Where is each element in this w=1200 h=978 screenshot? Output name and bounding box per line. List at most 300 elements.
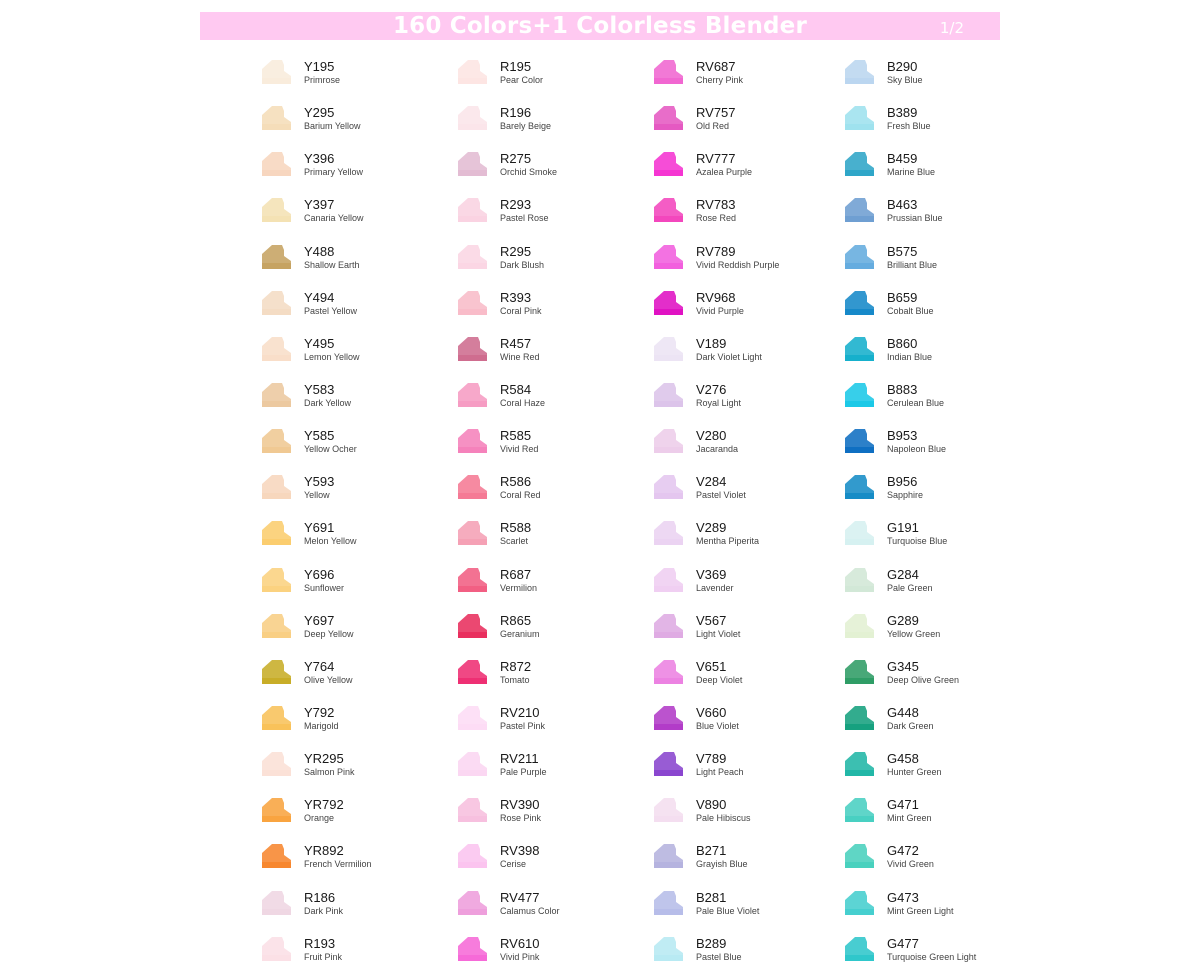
color-item xyxy=(841,932,1021,978)
color-item xyxy=(258,193,454,239)
color-swatch xyxy=(260,57,292,87)
color-item xyxy=(258,516,454,562)
color-name: Yellow Ocher xyxy=(304,444,357,455)
color-code: V189 xyxy=(696,335,727,351)
color-code: R872 xyxy=(500,658,532,674)
color-code: R865 xyxy=(500,612,532,628)
color-item xyxy=(650,378,841,424)
color-swatch xyxy=(652,472,684,502)
color-name: Melon Yellow xyxy=(304,536,357,547)
color-code: B659 xyxy=(887,289,918,305)
color-name: Grayish Blue xyxy=(696,859,748,870)
color-name: Marigold xyxy=(304,720,339,731)
color-name: Orange xyxy=(304,813,335,824)
color-item xyxy=(258,424,454,470)
color-swatch xyxy=(652,288,684,318)
color-code: R195 xyxy=(500,59,532,74)
color-swatch xyxy=(843,195,875,225)
color-swatch xyxy=(652,657,684,687)
color-item xyxy=(454,240,650,286)
color-name: Mint Green xyxy=(887,813,932,824)
color-item xyxy=(841,516,1021,562)
color-item xyxy=(454,55,650,101)
color-name: Mentha Piperita xyxy=(696,536,760,547)
color-item xyxy=(650,793,841,839)
color-item xyxy=(650,240,841,286)
color-name: Mint Green Light xyxy=(887,905,954,916)
color-swatch xyxy=(843,472,875,502)
color-name: Yellow Green xyxy=(887,628,941,639)
color-code: G458 xyxy=(887,751,919,767)
color-item xyxy=(454,147,650,193)
color-item xyxy=(454,286,650,332)
color-item xyxy=(454,701,650,747)
color-code: RV477 xyxy=(500,889,540,905)
color-swatch xyxy=(456,749,488,779)
color-name: Cobalt Blue xyxy=(887,305,934,316)
color-item xyxy=(258,147,454,193)
color-code: G471 xyxy=(887,797,919,813)
color-item xyxy=(258,240,454,286)
color-name: Turquoise Green Light xyxy=(887,951,977,962)
color-code: R293 xyxy=(500,197,532,213)
color-item xyxy=(841,424,1021,470)
color-item xyxy=(841,655,1021,701)
color-swatch xyxy=(843,149,875,179)
color-code: Y195 xyxy=(304,59,335,74)
color-swatch xyxy=(652,149,684,179)
color-name: Pastel Yellow xyxy=(304,305,358,316)
color-name: Royal Light xyxy=(696,397,742,408)
color-code: R295 xyxy=(500,243,532,259)
color-name: Primary Yellow xyxy=(304,167,364,178)
color-item xyxy=(454,886,650,932)
color-name: Turquoise Blue xyxy=(887,536,948,547)
color-item xyxy=(258,886,454,932)
color-item xyxy=(650,886,841,932)
color-item xyxy=(650,655,841,701)
color-code: Y585 xyxy=(304,428,335,444)
color-swatch xyxy=(260,288,292,318)
color-swatch xyxy=(260,888,292,918)
color-code: Y396 xyxy=(304,151,335,167)
color-name: Lemon Yellow xyxy=(304,351,360,362)
color-item xyxy=(258,101,454,147)
color-name: Rose Red xyxy=(696,213,737,224)
color-code: RV783 xyxy=(696,197,736,213)
color-code: B271 xyxy=(696,843,727,859)
color-code: Y494 xyxy=(304,289,335,305)
color-swatch xyxy=(843,103,875,133)
color-name: Shallow Earth xyxy=(304,259,360,270)
color-code: RV687 xyxy=(696,59,736,74)
color-swatch xyxy=(652,518,684,548)
color-item xyxy=(841,193,1021,239)
color-item xyxy=(258,839,454,885)
color-name: Marine Blue xyxy=(887,167,936,178)
color-code: RV210 xyxy=(500,704,540,720)
color-code: YR792 xyxy=(304,797,344,813)
color-name: Barium Yellow xyxy=(304,121,361,132)
color-code: B289 xyxy=(696,935,727,951)
color-name: Dark Blush xyxy=(500,259,545,270)
color-item xyxy=(454,470,650,516)
color-item xyxy=(650,147,841,193)
color-code: B575 xyxy=(887,243,918,259)
color-code: G191 xyxy=(887,520,919,536)
color-swatch xyxy=(843,749,875,779)
color-item xyxy=(841,886,1021,932)
color-code: G477 xyxy=(887,935,919,951)
color-code: RV777 xyxy=(696,151,736,167)
color-item xyxy=(650,747,841,793)
color-swatch xyxy=(456,841,488,871)
color-code: RV610 xyxy=(500,935,540,951)
page-number: 1/2 xyxy=(939,19,964,37)
color-swatch xyxy=(456,795,488,825)
color-name: Tomato xyxy=(500,674,530,685)
color-code: B956 xyxy=(887,474,918,490)
color-swatch xyxy=(456,103,488,133)
color-name: Cerulean Blue xyxy=(887,397,945,408)
color-swatch xyxy=(260,103,292,133)
color-item xyxy=(650,932,841,978)
color-swatch xyxy=(652,103,684,133)
color-name: Vivid Reddish Purple xyxy=(696,259,780,270)
color-name: Pastel Violet xyxy=(696,490,746,501)
color-swatch xyxy=(843,703,875,733)
color-code: B860 xyxy=(887,335,918,351)
color-name: Pale Green xyxy=(887,582,933,593)
color-item xyxy=(841,332,1021,378)
color-swatch xyxy=(652,565,684,595)
color-name: Vivid Pink xyxy=(500,951,540,962)
color-item xyxy=(258,793,454,839)
color-name: Jacaranda xyxy=(696,444,739,455)
color-item xyxy=(841,470,1021,516)
color-item xyxy=(454,378,650,424)
color-swatch xyxy=(843,380,875,410)
color-name: Light Peach xyxy=(696,767,744,778)
color-name: Fresh Blue xyxy=(887,121,931,132)
color-swatch xyxy=(843,795,875,825)
color-swatch xyxy=(843,518,875,548)
page-title: 160 Colors+1 Colorless Blender xyxy=(392,13,808,39)
color-code: V660 xyxy=(696,704,727,720)
color-item xyxy=(258,55,454,101)
color-item xyxy=(650,839,841,885)
color-code: YR892 xyxy=(304,843,344,859)
color-code: Y495 xyxy=(304,335,335,351)
color-item xyxy=(258,932,454,978)
color-name: Salmon Pink xyxy=(304,767,355,778)
color-item xyxy=(258,378,454,424)
color-item xyxy=(454,563,650,609)
color-code: V789 xyxy=(696,751,727,767)
color-item xyxy=(650,332,841,378)
color-swatch xyxy=(652,703,684,733)
color-swatch xyxy=(456,380,488,410)
color-swatch xyxy=(843,565,875,595)
color-name: Deep Olive Green xyxy=(887,674,960,685)
color-item xyxy=(454,609,650,655)
color-swatch xyxy=(260,242,292,272)
color-name: Cerise xyxy=(500,859,527,870)
color-swatch xyxy=(456,518,488,548)
color-item xyxy=(258,286,454,332)
color-name: Primrose xyxy=(304,75,341,85)
color-swatch xyxy=(260,611,292,641)
color-name: Scarlet xyxy=(500,536,529,547)
color-name: Deep Violet xyxy=(696,674,743,685)
color-item xyxy=(454,655,650,701)
color-item xyxy=(841,563,1021,609)
color-swatch xyxy=(456,565,488,595)
color-swatch xyxy=(843,242,875,272)
color-item xyxy=(841,378,1021,424)
color-name: Olive Yellow xyxy=(304,674,353,685)
color-name: Brilliant Blue xyxy=(887,259,938,270)
color-code: V289 xyxy=(696,520,727,536)
color-code: V567 xyxy=(696,612,727,628)
color-code: Y697 xyxy=(304,612,335,628)
color-item xyxy=(650,424,841,470)
color-name: Barely Beige xyxy=(500,121,552,132)
color-swatch xyxy=(652,749,684,779)
color-code: Y696 xyxy=(304,566,335,582)
color-item xyxy=(258,655,454,701)
color-code: R584 xyxy=(500,381,532,397)
color-code: R393 xyxy=(500,289,532,305)
color-name: Lavender xyxy=(696,582,734,593)
color-swatch xyxy=(652,841,684,871)
color-code: Y792 xyxy=(304,704,335,720)
color-swatch xyxy=(456,57,488,87)
color-code: B459 xyxy=(887,151,918,167)
color-name: Wine Red xyxy=(500,351,540,362)
color-swatch xyxy=(652,795,684,825)
color-code: B463 xyxy=(887,197,918,213)
color-name: Rose Pink xyxy=(500,813,542,824)
color-code: R585 xyxy=(500,428,532,444)
page-header xyxy=(200,12,1000,40)
color-code: V280 xyxy=(696,428,727,444)
color-code: B290 xyxy=(887,59,918,74)
color-code: Y764 xyxy=(304,658,335,674)
color-swatch xyxy=(260,518,292,548)
color-name: Geranium xyxy=(500,628,540,639)
color-item xyxy=(841,240,1021,286)
color-item xyxy=(650,193,841,239)
color-name: Fruit Pink xyxy=(304,951,343,962)
color-swatch xyxy=(260,657,292,687)
color-name: Pastel Rose xyxy=(500,213,549,224)
color-code: RV211 xyxy=(500,751,539,767)
color-code: V369 xyxy=(696,566,727,582)
color-item xyxy=(454,932,650,978)
color-name: Cherry Pink xyxy=(696,75,744,85)
color-swatch xyxy=(652,888,684,918)
color-code: RV789 xyxy=(696,243,736,259)
color-item xyxy=(454,839,650,885)
color-item xyxy=(650,286,841,332)
color-code: R186 xyxy=(304,889,336,905)
color-item xyxy=(454,793,650,839)
color-swatch xyxy=(260,934,292,964)
color-item xyxy=(841,747,1021,793)
color-name: Deep Yellow xyxy=(304,628,354,639)
color-item xyxy=(454,101,650,147)
color-item xyxy=(841,839,1021,885)
color-item xyxy=(841,286,1021,332)
color-code: R586 xyxy=(500,474,532,490)
color-code: B389 xyxy=(887,105,918,121)
color-swatch xyxy=(456,611,488,641)
color-name: Dark Pink xyxy=(304,905,344,916)
color-name: Sky Blue xyxy=(887,75,923,85)
color-item xyxy=(650,470,841,516)
color-name: Pale Purple xyxy=(500,767,547,778)
color-code: RV968 xyxy=(696,289,736,305)
color-name: Hunter Green xyxy=(887,767,942,778)
color-code: G472 xyxy=(887,843,919,859)
color-code: G473 xyxy=(887,889,919,905)
color-name: Coral Red xyxy=(500,490,541,501)
color-item xyxy=(454,424,650,470)
color-swatch xyxy=(456,334,488,364)
color-name: Pastel Blue xyxy=(696,951,742,962)
color-code: Y691 xyxy=(304,520,335,536)
color-name: Pale Hibiscus xyxy=(696,813,751,824)
color-name: Vivid Red xyxy=(500,444,539,455)
color-code: G289 xyxy=(887,612,919,628)
color-swatch xyxy=(260,841,292,871)
color-name: Sapphire xyxy=(887,490,924,501)
color-swatch xyxy=(843,841,875,871)
color-name: Prussian Blue xyxy=(887,213,943,224)
color-code: G284 xyxy=(887,566,919,582)
color-name: Pastel Pink xyxy=(500,720,546,731)
color-code: Y593 xyxy=(304,474,335,490)
color-item xyxy=(841,55,1021,101)
color-code: Y295 xyxy=(304,105,335,121)
color-swatch xyxy=(456,934,488,964)
color-swatch xyxy=(456,657,488,687)
color-item xyxy=(258,332,454,378)
color-item xyxy=(258,563,454,609)
color-name: Vivid Green xyxy=(887,859,934,870)
color-code: R457 xyxy=(500,335,532,351)
color-item xyxy=(841,701,1021,747)
color-item xyxy=(650,516,841,562)
color-code: V651 xyxy=(696,658,727,674)
color-code: V276 xyxy=(696,381,727,397)
color-swatch xyxy=(652,57,684,87)
color-code: Y397 xyxy=(304,197,335,213)
color-item xyxy=(650,55,841,101)
color-name: Dark Yellow xyxy=(304,397,352,408)
color-item xyxy=(454,747,650,793)
color-swatch xyxy=(652,611,684,641)
color-swatch xyxy=(843,57,875,87)
color-name: Pale Blue Violet xyxy=(696,905,760,916)
color-code: R196 xyxy=(500,105,532,121)
color-name: Orchid Smoke xyxy=(500,167,558,178)
color-code: V284 xyxy=(696,474,727,490)
color-code: YR295 xyxy=(304,751,344,767)
color-code: G448 xyxy=(887,704,919,720)
color-code: V890 xyxy=(696,797,727,813)
color-name: Vivid Purple xyxy=(696,305,744,316)
color-code: B953 xyxy=(887,428,918,444)
color-name: Old Red xyxy=(696,121,730,132)
color-name: Yellow xyxy=(304,490,330,501)
color-code: Y583 xyxy=(304,381,335,397)
color-code: G345 xyxy=(887,658,919,674)
color-swatch xyxy=(260,149,292,179)
color-swatch xyxy=(260,749,292,779)
color-swatch xyxy=(456,426,488,456)
color-swatch xyxy=(652,242,684,272)
color-name: Indian Blue xyxy=(887,351,933,362)
color-name: Azalea Purple xyxy=(696,167,753,178)
color-swatch xyxy=(260,472,292,502)
color-code: B883 xyxy=(887,381,918,397)
color-item xyxy=(650,101,841,147)
color-swatch xyxy=(456,703,488,733)
color-item xyxy=(454,332,650,378)
color-swatch xyxy=(260,703,292,733)
color-item xyxy=(454,516,650,562)
color-swatch xyxy=(260,334,292,364)
color-code: R687 xyxy=(500,566,532,582)
color-name: Pear Color xyxy=(500,75,544,85)
color-code: Y488 xyxy=(304,243,335,259)
color-name: Dark Violet Light xyxy=(696,351,762,362)
color-name: Sunflower xyxy=(304,582,345,593)
color-item xyxy=(258,747,454,793)
color-swatch xyxy=(652,195,684,225)
color-name: French Vermilion xyxy=(304,859,372,870)
color-item xyxy=(650,701,841,747)
color-name: Coral Haze xyxy=(500,397,546,408)
color-item xyxy=(454,193,650,239)
color-name: Dark Green xyxy=(887,720,934,731)
color-swatch xyxy=(260,380,292,410)
color-swatch xyxy=(456,149,488,179)
color-item xyxy=(258,470,454,516)
color-swatch xyxy=(260,795,292,825)
color-swatch xyxy=(843,888,875,918)
color-swatch xyxy=(260,565,292,595)
color-name: Coral Pink xyxy=(500,305,542,316)
color-item xyxy=(841,147,1021,193)
color-item xyxy=(258,701,454,747)
color-swatch xyxy=(260,426,292,456)
color-swatch xyxy=(652,380,684,410)
color-code: R588 xyxy=(500,520,532,536)
color-name: Napoleon Blue xyxy=(887,444,947,455)
color-swatch xyxy=(456,888,488,918)
color-item xyxy=(841,101,1021,147)
color-swatch xyxy=(456,288,488,318)
color-code: R193 xyxy=(304,935,336,951)
color-name: Calamus Color xyxy=(500,905,560,916)
color-swatch xyxy=(456,195,488,225)
color-name: Canaria Yellow xyxy=(304,213,364,224)
color-code: RV390 xyxy=(500,797,540,813)
color-swatch xyxy=(843,934,875,964)
